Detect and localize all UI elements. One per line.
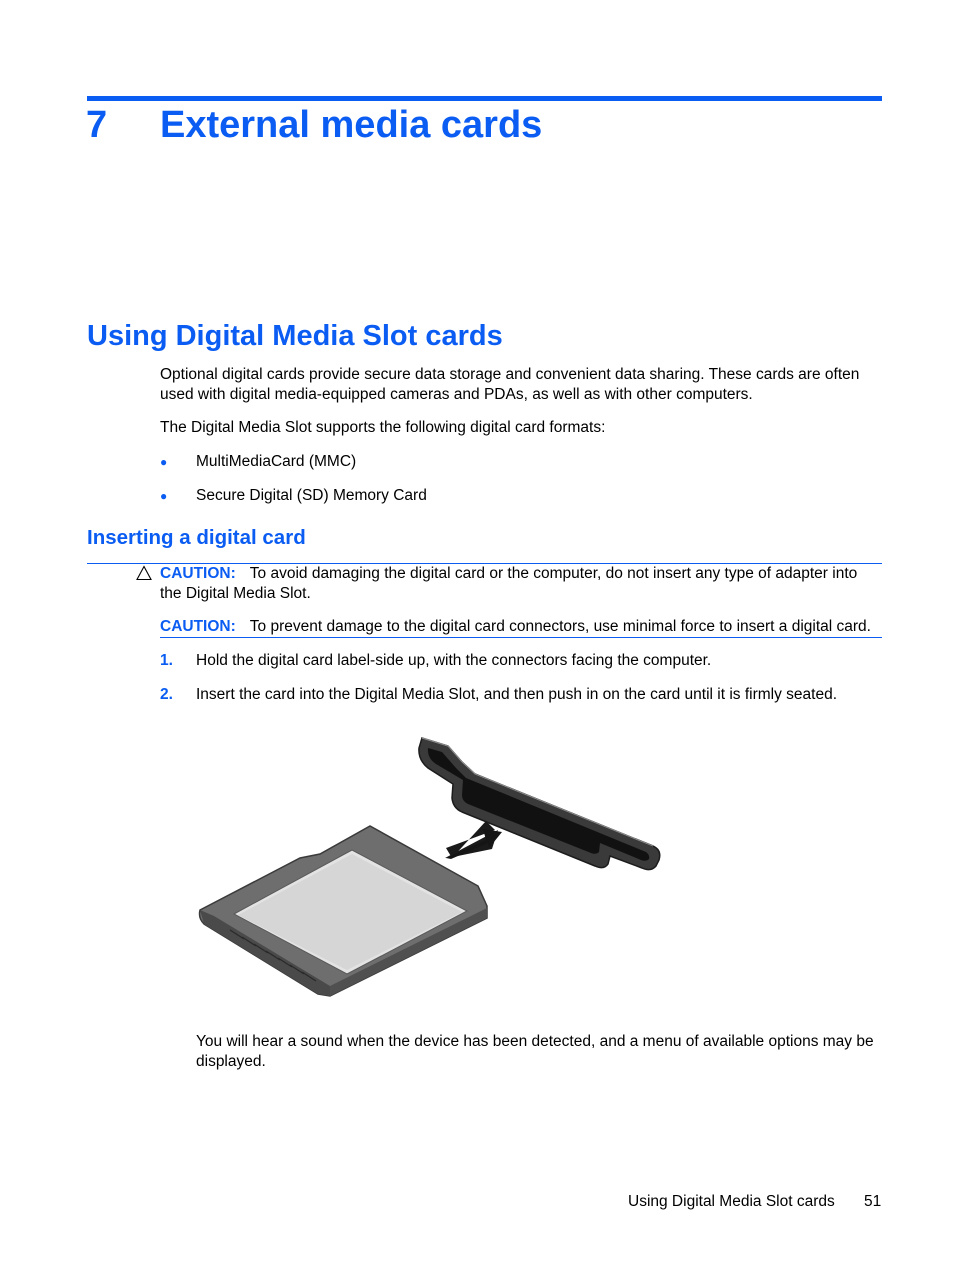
intro-paragraph: Optional digital cards provide secure data storage and convenient data sharing. These cards are often used with digital media-equipped cameras and PDAs, as well as with other computers. <box>160 366 860 403</box>
formats-lead-paragraph: The Digital Media Slot supports the following digital card formats: <box>160 419 606 436</box>
chapter-number: 7 <box>86 104 108 146</box>
footer-title: Using Digital Media Slot cards <box>628 1193 835 1210</box>
step-text: Insert the card into the Digital Media Slot, and then push in on the card until it is firmly seated. <box>196 686 838 703</box>
chapter-rule <box>87 96 882 101</box>
bullet-dot-icon: ● <box>160 489 168 503</box>
sd-card-insertion-illustration <box>190 728 670 1003</box>
caution-text: To avoid damaging the digital card or the computer, do not insert any type of adapter into the Digital Media Slot. <box>160 565 858 602</box>
sd-card-graphic <box>200 826 488 996</box>
caution-note <box>160 617 882 637</box>
bullet-dot-icon: ● <box>160 455 168 469</box>
caution-rule <box>160 637 882 638</box>
page-number: 51 <box>864 1193 882 1210</box>
chapter-title: External media cards <box>160 104 543 146</box>
caution-note <box>160 564 882 604</box>
insert-arrow-icon <box>445 821 502 859</box>
caution-text: To prevent damage to the digital card connectors, use minimal force to insert a digital card. <box>249 618 871 635</box>
detection-note: You will hear a sound when the device has been detected, and a menu of available options may be displayed. <box>196 1033 874 1070</box>
section-title: Using Digital Media Slot cards <box>87 320 503 352</box>
step-text: Hold the digital card label-side up, with the connectors facing the computer. <box>196 652 712 669</box>
format-list-item: MultiMediaCard (MMC) <box>196 453 357 470</box>
subsection-title: Inserting a digital card <box>87 526 306 549</box>
caution-triangle-icon <box>136 565 152 581</box>
step-number: 2. <box>160 686 173 703</box>
caution-label: CAUTION: <box>160 618 236 635</box>
step-number: 1. <box>160 652 173 669</box>
caution-label: CAUTION: <box>160 565 236 582</box>
format-list-item: Secure Digital (SD) Memory Card <box>196 487 427 504</box>
